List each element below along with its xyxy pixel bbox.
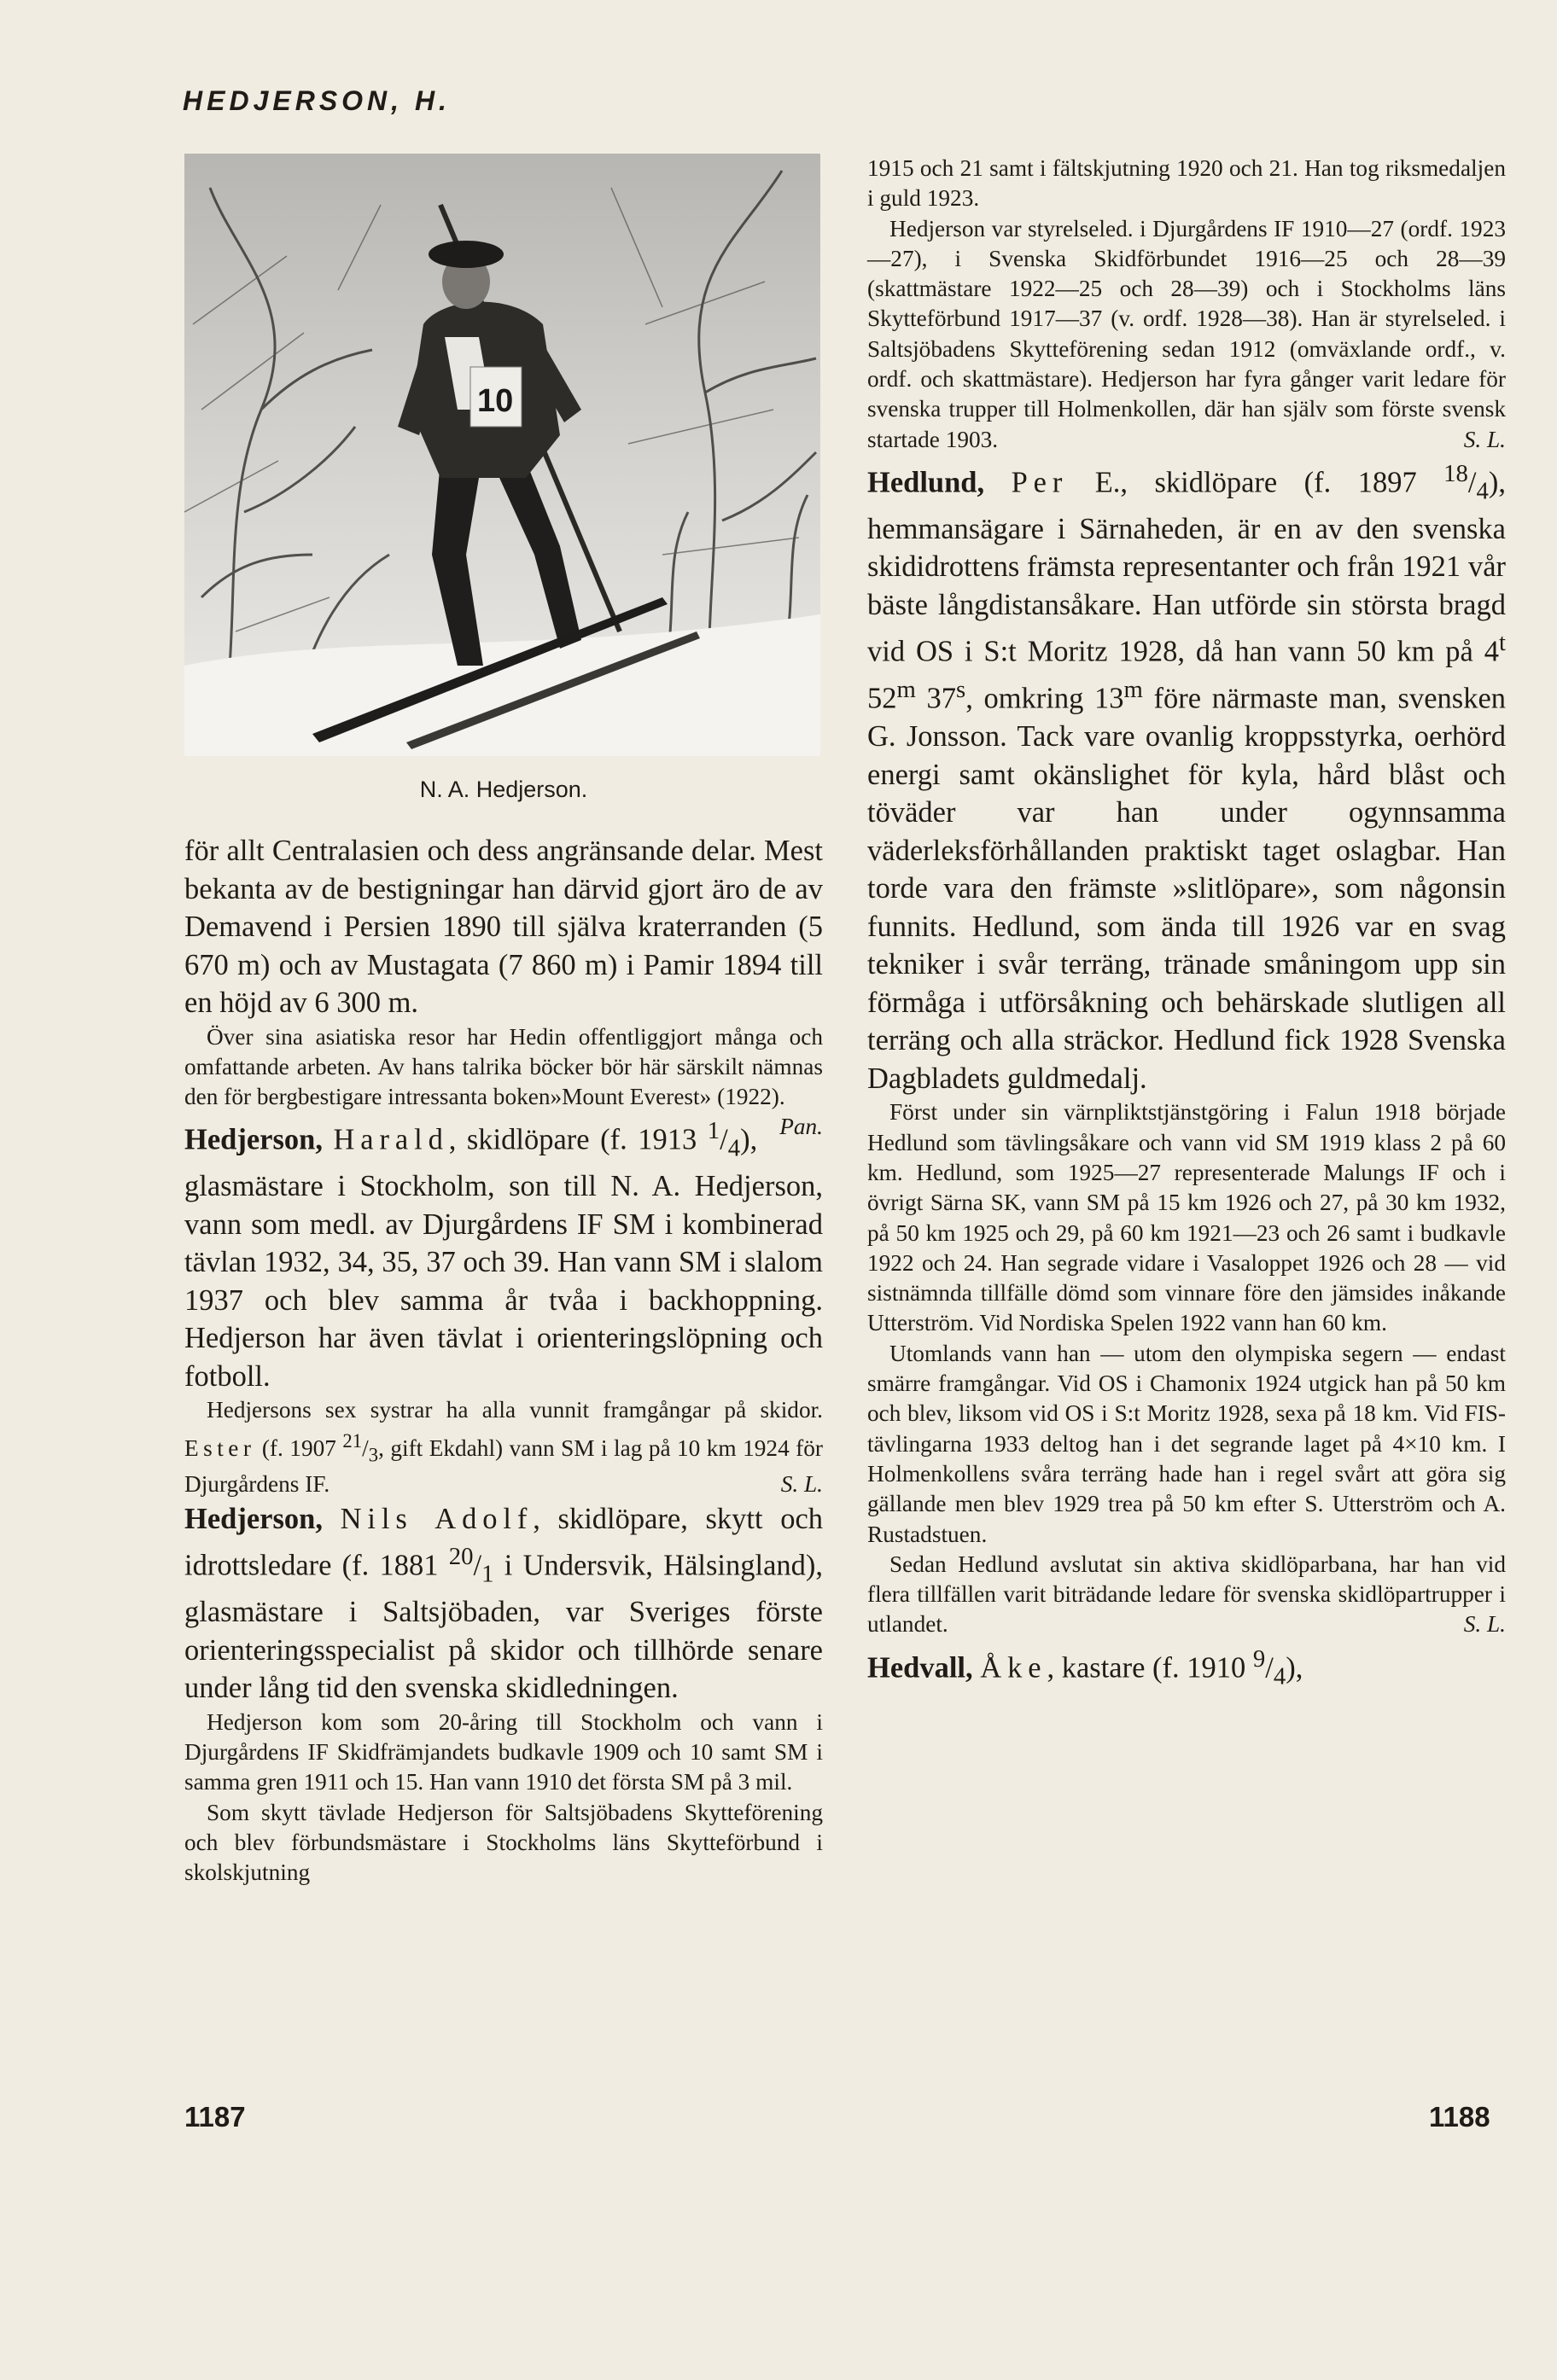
entry-hedjerson-nils: Hedjerson, Nils Adolf, skidlöpare, skytt och idrottsledare (f. 1881 $^{20}/_1$ i Undersvik, Hälsingland), glasmästare i Saltsjöbaden, var Sveriges förste orienteringsspecialist på skidor och tillhörde senare under lång tid den svenska skidledningen. [184,1502,824,1705]
entry-head: Hedjerson, [184,1123,323,1156]
signature-pan: Pan. [779,1114,823,1140]
sister-name: Ester [184,1434,256,1461]
entry-head: Hedvall, [867,1651,973,1685]
page-number-left: 1187 [184,2101,246,2133]
signature-sl: S. L. [1463,1611,1506,1638]
nils-board-roles: Hedjerson var styrelseled. i Djurgårdens IF 1910—27 (ordf. 1923—27), i Svenska Skidförbundet 1916—25 och 28—39 (skattmästare 1922—25 och 28—39) och i Stockholms läns Skytteförbund 1917—37 (v. ordf. 1928—38). Han är styrelseled. i Saltsjöbadens Skytteförening sedan 1912 (omväxlande ordf., v. ordf. och skattmästare). Hedjerson har fyra gånger varit ledare för svenska trupper till Holmenkollen, där han själv som förste svensk startade 1903. S. L. [867,214,1506,455]
signature-sl: S. L. [1463,426,1506,452]
hedlund-domestic: Först under sin värnpliktstjänstgöring i Falun 1918 började Hedlund som tävlingsåkare och vann vid SM 1919 klass 2 på 60 km. Hedlund, som 1925—27 representerade Malungs IF och i övrigt Särna SK, vann SM på 15 km 1926 och 27, på 30 km 1932, på 50 km 1925 och 29, på 60 km 1921—23 och 26 samt i budkavle 1922 och 24. Han segrade vidare i Vasaloppet 1926 och 28 — vid sistnämnda tillfälle dömd som vinnare före den jämsides inåkande Utterström. Vid Nordiska Spelen 1922 vann han 60 km. [867,1099,1506,1336]
hedlund-abroad: Utomlands vann han — utom den olympiska segern — endast smärre framgångar. Vid OS i Chamonix 1924 utgick han på 50 km och blev, liksom vid OS i S:t Moritz 1928, sexa på 18 km. Vid FIS-tävlingarna 1933 deltog han i det segrande laget på 4×10 km. I Holmenkollens svåra terräng hade han i regel svårt att göra sig gällande men blev 1929 trea på 50 km efter S. Utterström och A. Rustadstuen. [867,1340,1506,1547]
right-column [867,154,1506,1696]
entry-given-name: Per [1011,466,1069,499]
hedin-continuation: för allt Centralasien och dess angränsande delar. Mest bekanta av de bestigningar han därvid gjort äro de av Demavend i Persien 1890 till själva kraterranden (5 670 m) och av Mustagata (7 860 m) i Pamir 1894 till en höjd av 6 300 m. [184,835,823,1019]
entry-hedvall-ake: Hedvall, Åke, kastare (f. 1910 $^9/_4$), [867,1644,1303,1690]
running-head: HEDJERSON, H. [183,85,451,116]
entry-given-name: Åke [980,1651,1047,1685]
signature-sl: S. L. [780,1471,823,1498]
entry-given-name: Nils Adolf [340,1502,534,1535]
page-number-right: 1188 [1429,2101,1490,2133]
bib-number: 10 [477,383,514,419]
left-column [184,154,823,1888]
skier-photo [184,154,820,756]
entry-given-name: Harald [333,1123,449,1156]
entry-hedjerson-nils-shooting: Som skytt tävlade Hedjerson för Saltsjöbadens Skytteförening och blev förbundsmästare i Stockholms läns Skytteförbund i skolskjutning [184,1799,823,1886]
entry-head: Hedjerson, [184,1502,323,1535]
entry-hedlund-per: Hedlund, Per E., skidlöpare (f. 1897 $^{18}/_4$), hemmansägare i Särnaheden, är en av den svenska skididrottens främsta representanter och från 1921 vår bäste långdistansåkare. Han utförde sin största bragd vid OS i S:t Moritz 1928, då han vann 50 km på 4$^t$ 52$^m$ 37$^s$, omkring 13$^m$ före närmaste man, svensken G. Jonsson. Tack vare ovanlig kroppsstyrka, oerhörd energi samt okänslighet för kyla, hård blåst och töväder var han under ogynnsamma väderleksförhållanden praktiskt taget oslagbar. Han torde vara den främste »slitlöpare», som någonsin funnits. Hedlund, som ända till 1926 var en svag tekniker i svår terräng, tränade småningom upp sin förmåga i utförsåkning och behärskade slutligen all terräng och alla sträckor. Hedlund fick 1928 Svenska Dagbladets guldmedalj. [867,459,1507,1095]
entry-hedjerson-nils-skiing: Hedjerson kom som 20-åring till Stockholm och vann i Djurgårdens IF Skidfrämjandets budkavle 1909 och 10 samt SM i samma gren 1911 och 15. Han vann 1910 det första SM på 3 mil. [184,1708,823,1795]
hedlund-later: Sedan Hedlund avslutat sin aktiva skidlöparbana, har han vid flera tillfällen varit biträdande ledare för svenska skidlöpartrupper i utlandet. S. L. [867,1550,1506,1640]
entry-head: Hedlund, [867,466,985,499]
skier-photo-drawing [184,154,820,756]
nils-continuation: 1915 och 21 samt i fältskjutning 1920 och 21. Han tog riksmedaljen i guld 1923. [867,155,1506,212]
hedin-note-text: Över sina asiatiska resor har Hedin offentliggjort många och omfattande arbeten. Av hans talrika böcker bör här särskilt nämnas den för bergbestigare intressanta boken»Mount Everest» (1922). [184,1023,823,1110]
entry-hedjerson-sisters: Hedjersons sex systrar ha alla vunnit framgångar på skidor. Ester (f. 1907 $^{21}/_3$, gift Ekdahl) vann SM i lag på 10 km 1924 för Djurgårdens IF. S. L. [184,1395,823,1499]
entry-hedjerson-harald: Hedjerson, Harald, skidlöpare (f. 1913 $^1/_4$), glasmästare i Stockholm, son till N. A. Hedjerson, vann som medl. av Djurgårdens IF SM i kombinerad tävlan 1932, 34, 35, 37 och 39. Han vann SM i slalom 1937 och blev samma år tvåa i backhoppning. Hedjerson har även tävlat i orienteringslöpning och fotboll. [184,1117,823,1393]
photo-caption: N. A. Hedjerson. [419,777,588,802]
